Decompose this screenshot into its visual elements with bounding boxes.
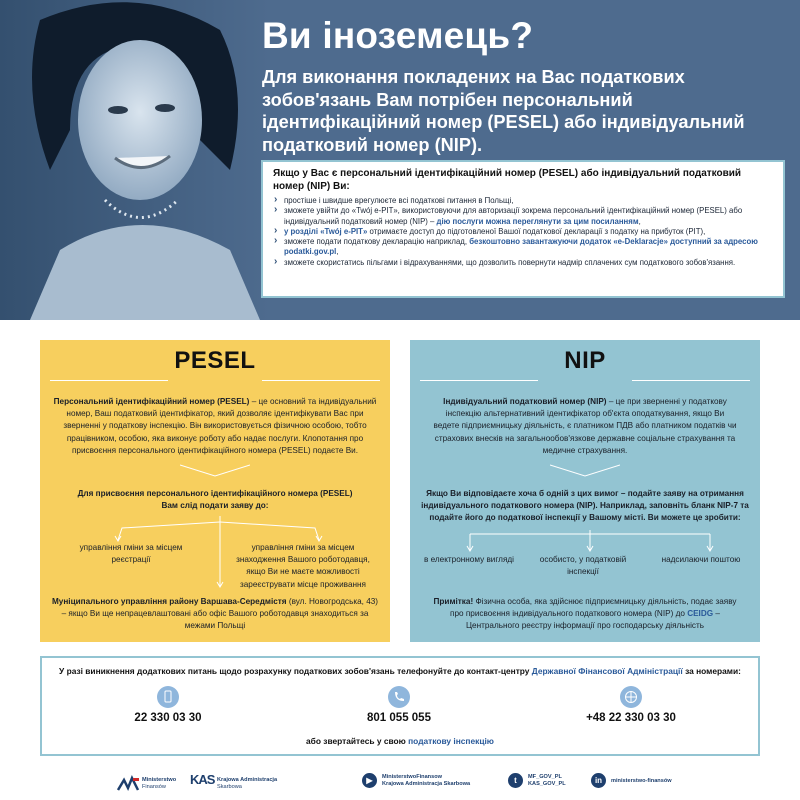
- service-link[interactable]: дію послуги можна переглянути за цим посиланням: [436, 216, 639, 226]
- nip-panel: [410, 340, 760, 642]
- benefit-text: зможете подати податкову декларацію наприклад,: [284, 237, 468, 247]
- nip-note: [426, 596, 744, 633]
- chevron-down-icon: [550, 464, 620, 478]
- pesel-title: PESEL: [174, 347, 256, 374]
- phone-icon: [388, 686, 410, 708]
- nip-desc-text: – це при зверненні у податкову інспекцію альтернативний ідентифікатор об'єкта оподаткування, якщо Ви ведете підприємницьку діяльність, є платником ПДВ або платником податків чи страхових внесків на загальнообов'язкове державне соціальне страхування та медичне страхування.: [433, 397, 737, 455]
- yt-line1: MinisterstwoFinansow: [382, 774, 442, 780]
- note-text: Фізична особа, яка здійснює підприємницьку діяльність, подає заяву про присвоєння індивідуального податкового номера (NIP) до: [450, 597, 737, 619]
- phone-number-2[interactable]: 801 055 055: [367, 712, 431, 724]
- pesel-panel: [40, 340, 390, 642]
- office-detail: (вул. Новогродська, 43) – якщо Ви ще непрацевлаштовані або офіс Вашого роботодавця знаходиться за межами Польщі: [61, 597, 379, 631]
- list-item: [273, 237, 773, 258]
- benefits-box: [261, 160, 785, 298]
- branch-arrows-icon: [450, 530, 730, 556]
- benefit-text: зможете скористатись пільгами і відрахуваннями, що дозволить повернути надмір сплачених сум податкового зобов'язання.: [284, 257, 736, 267]
- pesel-office-text: [50, 596, 380, 633]
- note-label: Примітка!: [433, 597, 474, 606]
- linkedin-account[interactable]: ministerstwo-finansów: [611, 778, 672, 784]
- headline: [262, 14, 792, 156]
- kas-logo-icon: KAS: [190, 772, 215, 787]
- kas-name: [217, 777, 277, 791]
- kas-line2: Skarbowa: [217, 784, 242, 790]
- twoj-epit-link[interactable]: у розділі «Twój e-PIT»: [284, 226, 368, 236]
- tw-line2: KAS_GOV_PL: [528, 781, 566, 787]
- benefit-text: простіше і швидше врегулюєте всі податкові питання в Польщі,: [284, 196, 514, 205]
- list-item: [273, 206, 773, 227]
- divider: [420, 380, 538, 381]
- nip-description: [432, 396, 738, 457]
- pesel-option-employer: управління гміни за місцем знаходження Вашого роботодавця, якщо Ви не маєте можливості зареєструвати місце проживання: [236, 543, 370, 589]
- page-subtitle: Для виконання покладених на Вас податкових зобов'язань Вам потрібен персональний ідентифікаційний номер (PESEL) або індивідуальний податковий номер (NIP).: [262, 67, 745, 155]
- nip-title: NIP: [564, 347, 606, 374]
- youtube-icon[interactable]: ▶: [362, 773, 377, 788]
- list-item: [273, 258, 773, 268]
- pesel-description: [48, 396, 382, 457]
- yt-line2: Krajowa Administracja Skarbowa: [382, 781, 471, 787]
- page-title: Ви іноземець?: [262, 15, 534, 56]
- benefit-text: зможете увійти до «Twój e-PIT», використовуючи для авторизації зокрема персональний ідентифікаційний номер (PESEL) або індивідуальний податковий номер (NIP) –: [284, 206, 743, 226]
- pesel-apply-text: Для присвоєння персонального ідентифікаційного номера (PESEL) Вам слід подати заяву до:: [77, 489, 353, 511]
- nip-option-in-person: особисто, у податковій інспекції: [539, 555, 627, 577]
- nip-option-electronic: в електронному вигляді: [424, 555, 514, 564]
- pesel-option-registration: управління гміни за місцем реєстрації: [79, 543, 183, 565]
- pesel-term: Персональний ідентифікаційний номер (PESEL): [53, 397, 250, 406]
- contact-box: [40, 656, 760, 756]
- kas-line1: Krajowa Administracja: [217, 777, 278, 783]
- hero-banner: [0, 0, 800, 320]
- divider: [50, 380, 168, 381]
- chevron-down-icon: [180, 464, 250, 478]
- mf-line1: Ministerstwo: [142, 777, 177, 783]
- intro-end: за номерами:: [685, 666, 741, 676]
- youtube-channels[interactable]: [382, 774, 470, 788]
- list-item: [273, 196, 773, 206]
- intro-text: У разі виникнення додаткових питань щодо розрахунку податкових зобов'язань телефонуйте до контакт-центру: [59, 666, 530, 676]
- note-end: – Центрального реєстру інформації про господарську діяльність: [465, 609, 720, 631]
- phone-icon: [157, 686, 179, 708]
- edeklaracje-link[interactable]: безкоштовно завантажуючи додаток «e-Deklaracje» доступний за адресою podatki.gov.pl: [284, 237, 758, 257]
- footer-logos: [0, 760, 800, 800]
- woman-photo: [0, 0, 270, 320]
- mf-line2: Finansów: [142, 784, 166, 790]
- phone-number-3[interactable]: +48 22 330 03 30: [586, 712, 676, 724]
- pesel-desc-text: – це основний та індивідуальний номер, Ваш податковий ідентифікатор, який дозволяє ідентифікувати Вас при зверненні у податкову інспекцію. Він використовується фізичною особою, тобто працівником, особою, яка виконує роботу або надає послуги. Клопотання про присвоєння персонального ідентифікаційного номера (PESEL) подаєте Ви.: [63, 397, 377, 455]
- office-name: Муніципального управління району Варшава-Середмістя: [51, 597, 287, 606]
- twitter-accounts[interactable]: [528, 774, 566, 788]
- punct: ,: [336, 247, 339, 257]
- phone-number-1[interactable]: 22 330 03 30: [134, 712, 202, 724]
- divider: [632, 380, 750, 381]
- nip-requirements: Якщо Ви відповідаєте хоча б одній з цих вимог – подайте заяву на отримання індивідуального податкового номера (NIP). Наприклад, заповніть бланк NIP-7 та подайте його до податкової інспекції у Вашому місті. Ви можете це зробити:: [421, 489, 749, 523]
- benefits-heading: Якщо у Вас є персональний ідентифікаційний номер (PESEL) або індивідуальний податковий номер (NIP) Ви:: [273, 168, 742, 192]
- mf-logo-icon: [116, 774, 142, 792]
- tax-office-link[interactable]: податкову інспекцію: [408, 736, 494, 746]
- mf-name: [142, 777, 176, 791]
- contact-outro: [52, 736, 748, 746]
- benefits-list: [273, 196, 773, 268]
- divider: [262, 380, 380, 381]
- linkedin-icon[interactable]: in: [591, 773, 606, 788]
- twitter-icon[interactable]: t: [508, 773, 523, 788]
- outro-text: або звертайтесь у свою: [306, 736, 406, 746]
- nip-option-mail: надсилаючи поштою: [661, 555, 741, 564]
- nip-term: Індивідуальний податковий номер (NIP): [443, 397, 607, 406]
- ceidg-link[interactable]: CEIDG: [687, 609, 714, 619]
- punct: ,: [638, 216, 641, 226]
- list-item: [273, 227, 773, 237]
- globe-icon: [620, 686, 642, 708]
- contact-intro: [52, 666, 748, 676]
- tw-line1: MF_GOV_PL: [528, 774, 562, 780]
- benefit-text: отримаєте доступ до підготовленої Вашої податкової декларації з податку на прибуток (PIT),: [369, 226, 706, 236]
- kas-link[interactable]: Державної Фінансової Адміністрації: [531, 666, 683, 676]
